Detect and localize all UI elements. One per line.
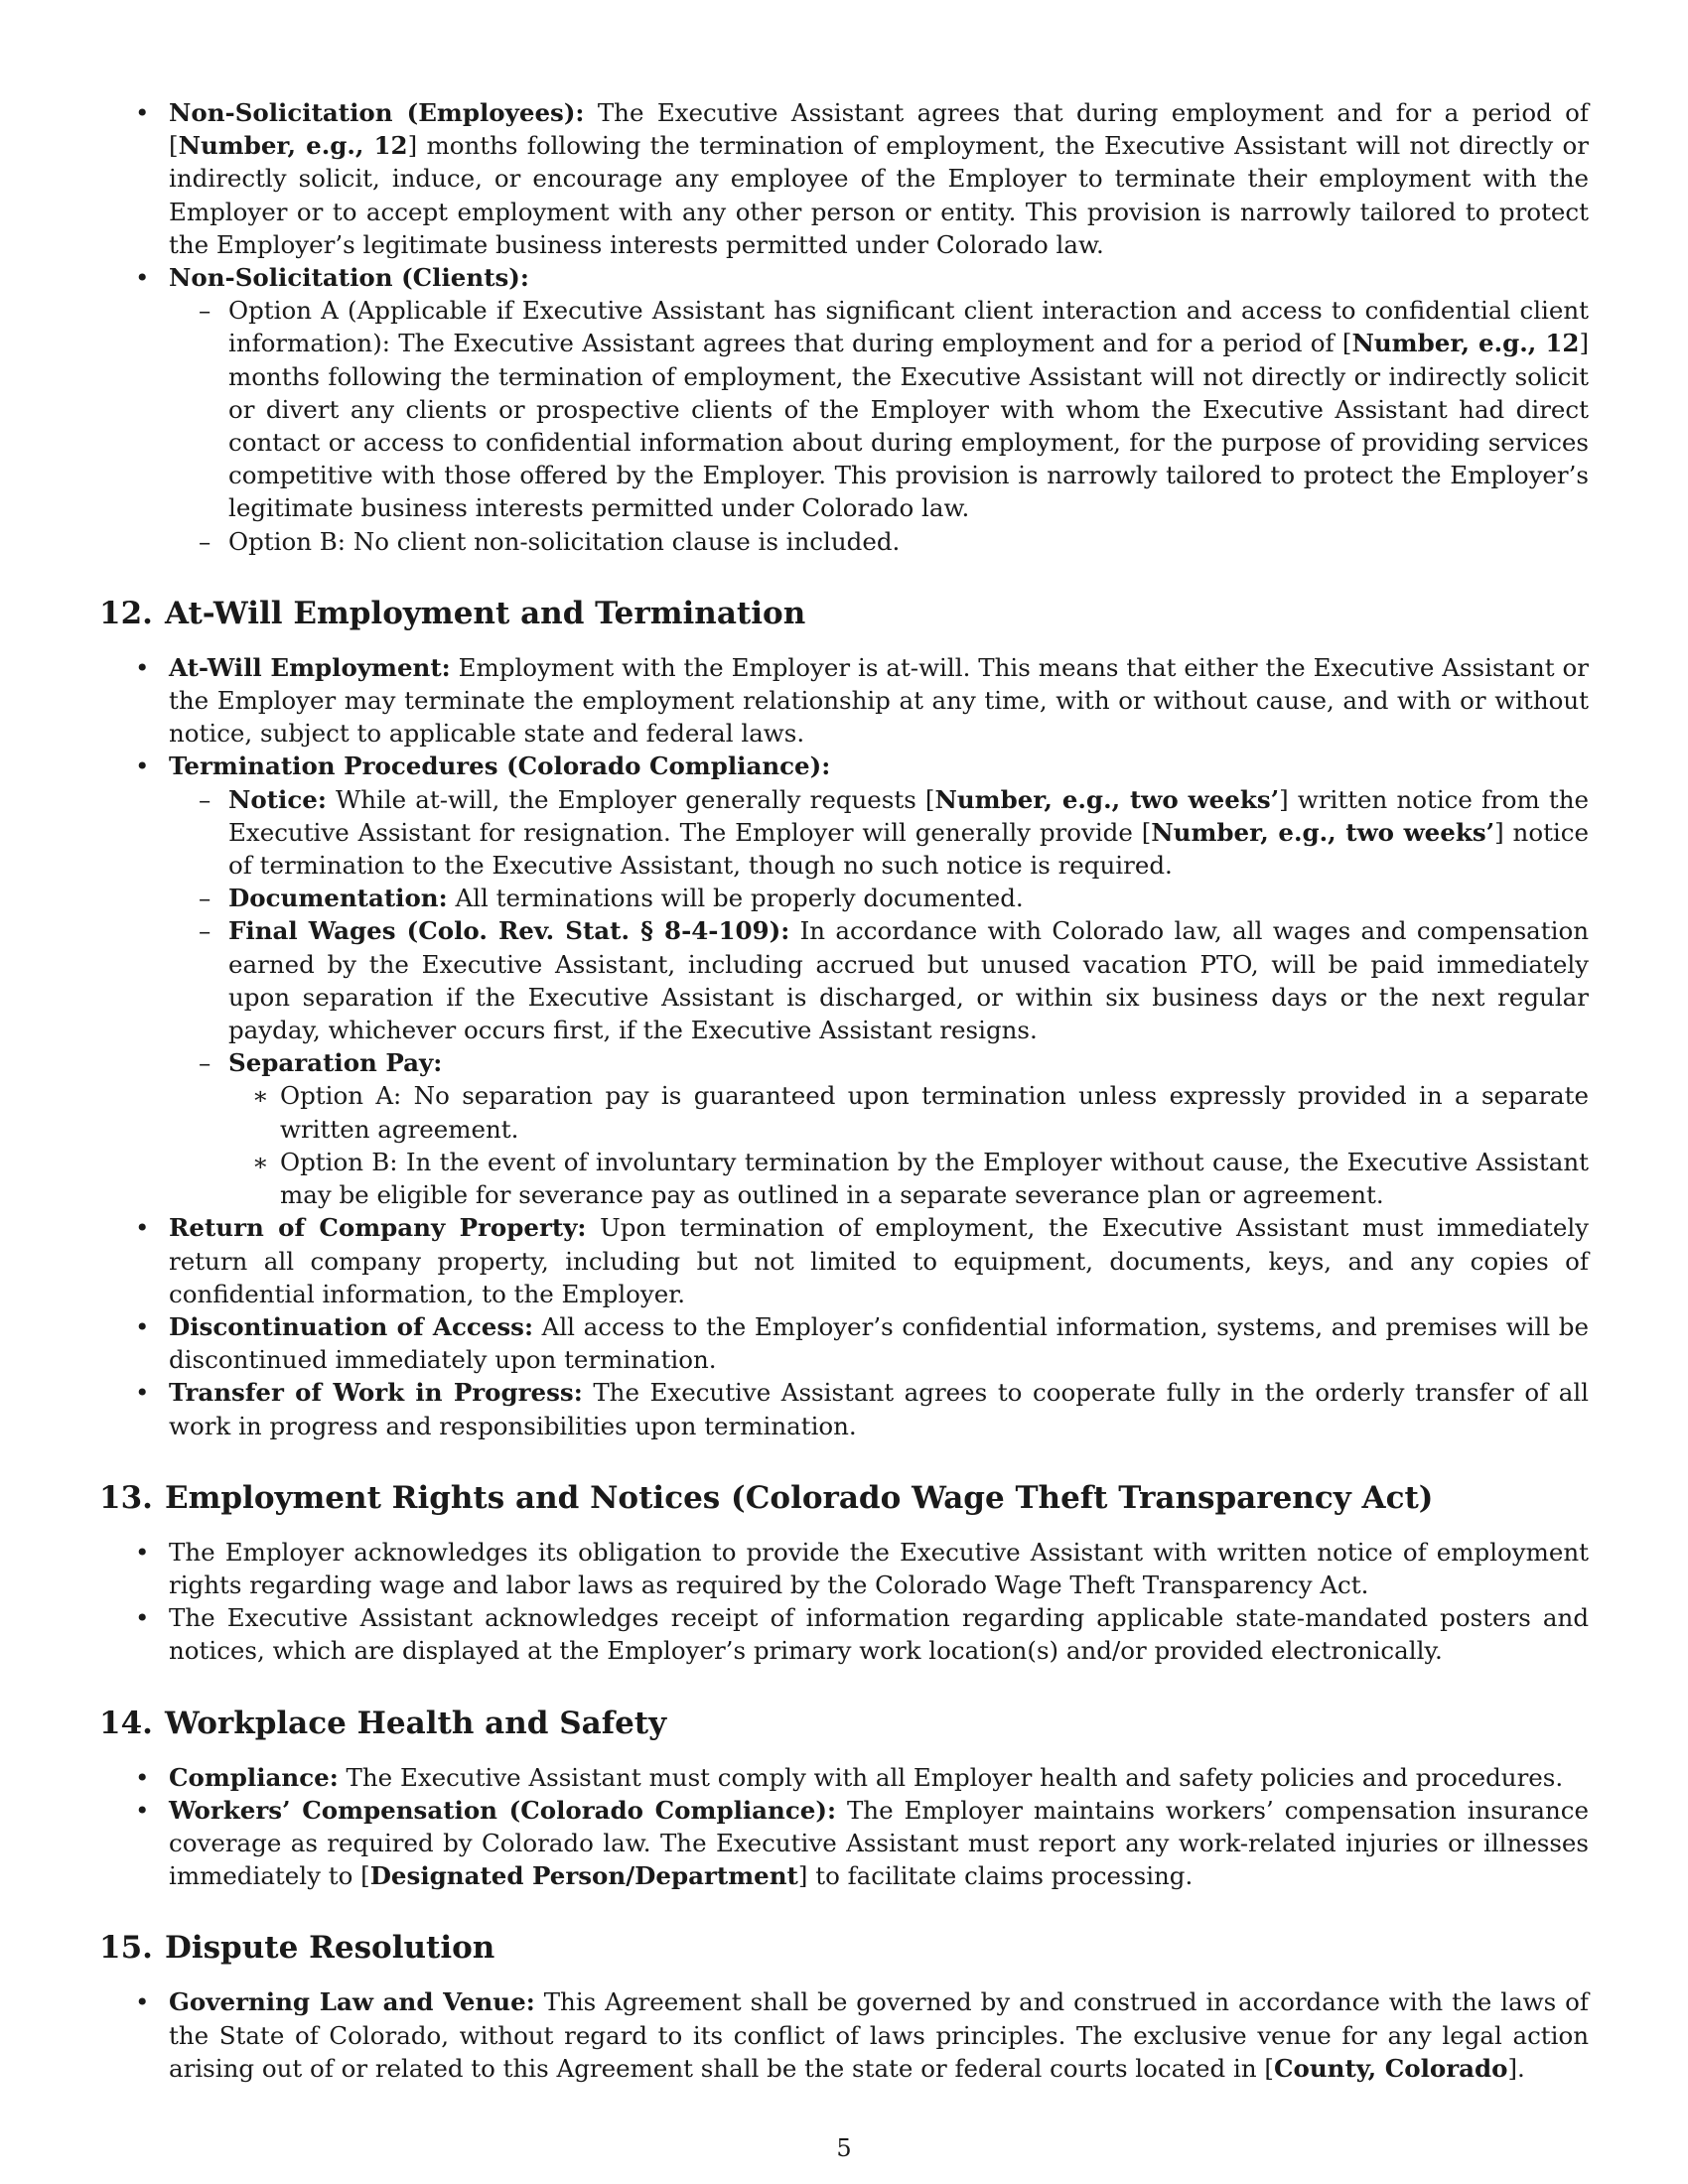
item-text: Option B: No client non-solicitation clause is included. [228,526,901,556]
item-text: The Employer maintains workers’ compensation insurance coverage as required by Colorado law. The Executive Assistant must report any work-related injuries or illnesses immediately to [ [169,1795,1589,1891]
placeholder-field: County, Colorado [1274,2053,1508,2083]
section-heading-14 [99,1704,1589,1743]
separation-pay-options [228,1079,1589,1211]
placeholder-field: Number, e.g., two weeks’ [1151,817,1495,847]
list-item [99,1536,1589,1601]
section-title: Dispute Resolution [164,1930,495,1967]
item-text: Option B: In the event of involuntary termination by the Employer without cause, the Executive Assistant may be eligible for severance pay as outlined in a separate severance plan or agreement. [280,1147,1589,1210]
item-text: The Employer acknowledges its obligation to provide the Executive Assistant with written notice of employment rights regarding wage and labor laws as required by the Colorado Wage Theft Transparency Act. [169,1537,1589,1599]
section-number: 15. [99,1930,153,1967]
item-text: ] months following the termination of employment, the Executive Assistant will not directly or indirectly solicit or divert any clients or prospective clients of the Employer with whom the Executive Assistant had direct contact or access to confidential information about during employment, for the purpose of providing services competitive with those offered by the Employer. This provision is narrowly tailored to protect the Employer’s legitimate business interests permitted under Colorado law. [228,329,1589,523]
list-item-workers-comp [99,1794,1589,1893]
item-text: The Executive Assistant agrees to cooperate fully in the orderly transfer of all work in progress and responsibilities upon termination. [169,1378,1589,1440]
item-text: The Executive Assistant acknowledges receipt of information regarding applicable state-mandated posters and notices, which are displayed at the Employer’s primary work location(s) and/or provided electronically. [169,1603,1589,1666]
sub-item-option-a [169,294,1589,524]
item-label: Discontinuation of Access: [169,1311,533,1341]
client-options-list [169,294,1589,558]
section-15-list [99,1985,1589,2085]
item-text: While at-will, the Employer generally requests [ [326,784,935,814]
section-heading-15 [99,1928,1589,1968]
list-item [99,1601,1589,1667]
section-number: 12. [99,595,153,631]
page-number: 5 [836,2134,852,2162]
list-item-at-will [99,651,1589,751]
item-text: All terminations will be properly documented. [447,884,1024,913]
sub-item-final-wages [169,914,1589,1046]
list-item-non-solicitation-clients [99,261,1589,558]
item-label: Non-Solicitation (Clients): [169,263,529,293]
termination-procedures-list [169,783,1589,1212]
item-text: Option A (Applicable if Executive Assistant has significant client interaction and access to confidential client information): The Executive Assistant agrees that during employment and for a period of [ [228,296,1589,358]
item-label: Governing Law and Venue: [169,1987,535,2017]
item-label: Compliance: [169,1762,339,1792]
item-text: Employment with the Employer is at-will. This means that either the Executive Assistant or the Employer may terminate the employment relationship at any time, with or without cause, and with or without notice, subject to applicable state and federal laws. [169,652,1589,749]
item-text: ] to facilitate claims processing. [797,1861,1194,1891]
item-label: Notice: [228,784,327,814]
list-item-discontinuation-access [99,1310,1589,1376]
item-text: The Executive Assistant agrees that during employment and for a period of [ [169,98,1589,161]
item-label: Final Wages (Colo. Rev. Stat. § 8-4-109): [228,916,790,946]
section-heading-12 [99,594,1589,633]
section-number: 13. [99,1479,153,1516]
item-label: Return of Company Property: [169,1213,587,1243]
section-title: At-Will Employment and Termination [164,595,806,631]
list-item-return-property [99,1211,1589,1310]
sep-option-b [228,1146,1589,1211]
item-label: Transfer of Work in Progress: [169,1378,583,1408]
section-11-list [99,96,1589,558]
item-label: At-Will Employment: [169,652,451,682]
section-title: Workplace Health and Safety [164,1705,667,1741]
section-title: Employment Rights and Notices (Colorado Wage Theft Transparency Act) [164,1479,1434,1516]
item-text: ] notice of termination to the Executive Assistant, though no such notice is required. [228,817,1589,881]
placeholder-field: Number, e.g., two weeks’ [934,784,1280,814]
placeholder-field: Designated Person/Department [369,1861,798,1891]
sub-item-separation-pay [169,1046,1589,1211]
item-text: All access to the Employer’s confidential information, systems, and premises will be discontinued immediately upon termination. [169,1311,1589,1375]
list-item-governing-law [99,1985,1589,2085]
item-text: This Agreement shall be governed by and construed in accordance with the laws of the State of Colorado, without regard to its conflict of laws principles. The exclusive venue for any legal action arising out of or related to this Agreement shall be the state or federal courts located in [ [169,1987,1589,2083]
item-text: Option A: No separation pay is guaranteed upon termination unless expressly provided in a separate written agreement. [280,1081,1589,1144]
sub-item-notice [169,783,1589,883]
placeholder-field: Number, e.g., 12 [1351,329,1580,358]
item-text: ]. [1507,2053,1525,2083]
page-content [99,96,1589,2085]
section-13-list [99,1536,1589,1668]
list-item-non-solicitation-employees [99,96,1589,261]
item-text: ] months following the termination of employment, the Executive Assistant will not directly or indirectly solicit, induce, or encourage any employee of the Employer to terminate their employment with the Employer or to accept employment with any other person or entity. This provision is narrowly tailored to protect the Employer’s legitimate business interests permitted under Colorado law. [169,131,1589,259]
section-12-list [99,651,1589,1442]
item-text: In accordance with Colorado law, all wages and compensation earned by the Executive Assistant, including accrued but unused vacation PTO, will be paid immediately upon separation if the Executive Assistant is discharged, or within six business days or the next regular payday, whichever occurs first, if the Executive Assistant resigns. [228,916,1589,1045]
item-label: Termination Procedures (Colorado Compliance): [169,751,831,781]
item-text: Upon termination of employment, the Executive Assistant must immediately return all company property, including but not limited to equipment, documents, keys, and any copies of confidential information, to the Employer. [169,1213,1589,1308]
item-text: The Executive Assistant must comply with all Employer health and safety policies and procedures. [338,1762,1564,1792]
sub-item-documentation [169,882,1589,914]
placeholder-field: Number, e.g., 12 [178,131,408,161]
sub-item-option-b [169,525,1589,558]
item-label: Workers’ Compensation (Colorado Compliance): [169,1795,837,1825]
item-text: ] written notice from the Executive Assistant for resignation. The Employer will generally provide [ [228,784,1590,847]
section-number: 14. [99,1705,153,1741]
item-label: Documentation: [228,884,448,913]
list-item-compliance [99,1761,1589,1794]
list-item-termination-procedures [99,750,1589,1211]
item-label: Non-Solicitation (Employees): [169,98,585,127]
section-heading-13 [99,1478,1589,1518]
sep-option-a [228,1079,1589,1145]
item-label: Separation Pay: [228,1048,443,1078]
section-14-list [99,1761,1589,1893]
list-item-transfer-work [99,1376,1589,1441]
